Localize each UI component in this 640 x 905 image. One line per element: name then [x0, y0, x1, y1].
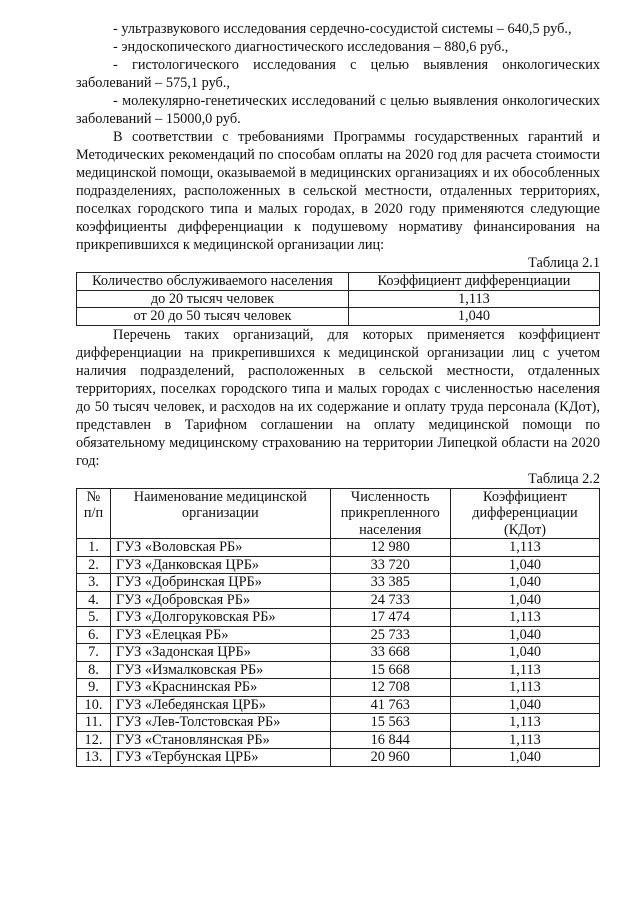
- table-row: [77, 609, 600, 627]
- table-2-2-body: [77, 539, 600, 767]
- cell-attached-population: 41 763: [330, 696, 450, 714]
- cell-attached-population: 25 733: [330, 626, 450, 644]
- cell-organization-name: ГУЗ «Краснинская РБ»: [110, 679, 330, 697]
- cell-attached-population: 12 980: [330, 539, 450, 557]
- cell-kdot: 1,113: [450, 539, 599, 557]
- table-row: [77, 539, 600, 557]
- cell-kdot: 1,040: [450, 644, 599, 662]
- cell-organization-name: ГУЗ «Добровская РБ»: [110, 591, 330, 609]
- cell-number: 2.: [77, 556, 111, 574]
- cell-attached-population: 33 385: [330, 574, 450, 592]
- bullet-molecular: - молекулярно-генетических исследований с целью выявления онкологических заболеваний – 15000,0 руб.: [76, 93, 600, 127]
- cell-number: 3.: [77, 574, 111, 592]
- table-row: [77, 644, 600, 662]
- cell-kdot: 1,040: [450, 556, 599, 574]
- table-row: [77, 626, 600, 644]
- table-2-1-caption: Таблица 2.1: [528, 255, 600, 271]
- cell-kdot: 1,040: [450, 591, 599, 609]
- paragraph-coefficients-intro: В соответствии с требованиями Программы государственных гарантий и Методических рекомендаций по способам оплаты на 2020 год для расчета стоимости медицинской помощи, оказываемой в медицинских организациях и их обособленных подразделениях, расположенных в сельской местности, отдаленных территориях, поселках городского типа и малых городах, в 2020 году применяются следующие коэффициенты дифференциации к подушевому нормативу финансирования на прикрепившихся к медицинской организации лиц:: [76, 129, 600, 253]
- cell-kdot: 1,113: [450, 731, 599, 749]
- table-2-2-caption: Таблица 2.2: [528, 470, 600, 487]
- cell-kdot: 1,040: [450, 574, 599, 592]
- table-row: [77, 714, 600, 732]
- cell-number: 6.: [77, 626, 111, 644]
- cell-kdot: 1,113: [450, 679, 599, 697]
- column-header-kdot: Коэффициент дифференциации (КДот): [450, 488, 599, 539]
- table-row: [77, 679, 600, 697]
- cell-kdot: 1,113: [450, 661, 599, 679]
- table-row: [77, 731, 600, 749]
- cell-number: 10.: [77, 696, 111, 714]
- table-2-2: [76, 488, 600, 767]
- cell-attached-population: 15 668: [330, 661, 450, 679]
- table-header-row: [77, 488, 600, 539]
- cell-coefficient: 1,113: [348, 290, 599, 308]
- column-header-attached-population: Численность прикрепленного населения: [330, 488, 450, 539]
- table-row: [77, 574, 600, 592]
- cell-number: 1.: [77, 539, 111, 557]
- cell-organization-name: ГУЗ «Данковская ЦРБ»: [110, 556, 330, 574]
- column-header-number: № п/п: [77, 488, 111, 539]
- table-2-1: [76, 272, 600, 326]
- cell-kdot: 1,040: [450, 696, 599, 714]
- cell-organization-name: ГУЗ «Елецкая РБ»: [110, 626, 330, 644]
- cell-number: 11.: [77, 714, 111, 732]
- cell-organization-name: ГУЗ «Становлянская РБ»: [110, 731, 330, 749]
- bullet-histology: - гистологического исследования с целью выявления онкологических заболеваний – 575,1 руб.,: [76, 57, 600, 91]
- table-row: [77, 556, 600, 574]
- cell-attached-population: 33 720: [330, 556, 450, 574]
- cell-number: 5.: [77, 609, 111, 627]
- cell-number: 13.: [77, 749, 111, 767]
- column-header-population: Количество обслуживаемого населения: [77, 273, 349, 291]
- cell-organization-name: ГУЗ «Долгоруковская РБ»: [110, 609, 330, 627]
- cell-organization-name: ГУЗ «Измалковская РБ»: [110, 661, 330, 679]
- table-row: [77, 308, 600, 326]
- cell-organization-name: ГУЗ «Лев-Толстовская РБ»: [110, 714, 330, 732]
- cell-attached-population: 15 563: [330, 714, 450, 732]
- paragraph-organizations-list: Перечень таких организаций, для которых применяется коэффициент дифференциации на прикрепившихся к медицинской организации лиц с учетом наличия подразделений, расположенных в сельской местности, отдаленных территориях, поселках городского типа и малых городах с численностью населения до 50 тысяч человек, и расходов на их содержание и оплату труда персонала (КДот), представлен в Тарифном соглашении на оплату медицинской помощи по обязательному медицинскому страхованию на территории Липецкой области на 2020 год:: [76, 326, 600, 469]
- column-header-organization: Наименование медицинской организации: [110, 488, 330, 539]
- table-row: [77, 696, 600, 714]
- cell-population: до 20 тысяч человек: [77, 290, 349, 308]
- cell-kdot: 1,040: [450, 626, 599, 644]
- cell-organization-name: ГУЗ «Воловская РБ»: [110, 539, 330, 557]
- cell-attached-population: 33 668: [330, 644, 450, 662]
- cell-number: 12.: [77, 731, 111, 749]
- column-header-coefficient: Коэффициент дифференциации: [348, 273, 599, 291]
- bullet-endoscopy: - эндоскопического диагностического исследования – 880,6 руб.,: [113, 39, 509, 55]
- cell-attached-population: 16 844: [330, 731, 450, 749]
- cell-number: 9.: [77, 679, 111, 697]
- cell-organization-name: ГУЗ «Добринская ЦРБ»: [110, 574, 330, 592]
- cell-organization-name: ГУЗ «Лебедянская ЦРБ»: [110, 696, 330, 714]
- table-row: [77, 661, 600, 679]
- table-row: [77, 290, 600, 308]
- bullet-ultrasound: - ультразвукового исследования сердечно-сосудистой системы – 640,5 руб.,: [113, 21, 572, 37]
- cell-attached-population: 24 733: [330, 591, 450, 609]
- cell-population: от 20 до 50 тысяч человек: [77, 308, 349, 326]
- cell-kdot: 1,113: [450, 714, 599, 732]
- cell-attached-population: 17 474: [330, 609, 450, 627]
- table-header-row: [77, 273, 600, 291]
- table-row: [77, 591, 600, 609]
- cell-attached-population: 12 708: [330, 679, 450, 697]
- cell-attached-population: 20 960: [330, 749, 450, 767]
- table-row: [77, 749, 600, 767]
- cell-number: 4.: [77, 591, 111, 609]
- cell-coefficient: 1,040: [348, 308, 599, 326]
- cell-kdot: 1,113: [450, 609, 599, 627]
- cell-kdot: 1,040: [450, 749, 599, 767]
- cell-number: 8.: [77, 661, 111, 679]
- cell-organization-name: ГУЗ «Тербунская ЦРБ»: [110, 749, 330, 767]
- cell-number: 7.: [77, 644, 111, 662]
- cell-organization-name: ГУЗ «Задонская ЦРБ»: [110, 644, 330, 662]
